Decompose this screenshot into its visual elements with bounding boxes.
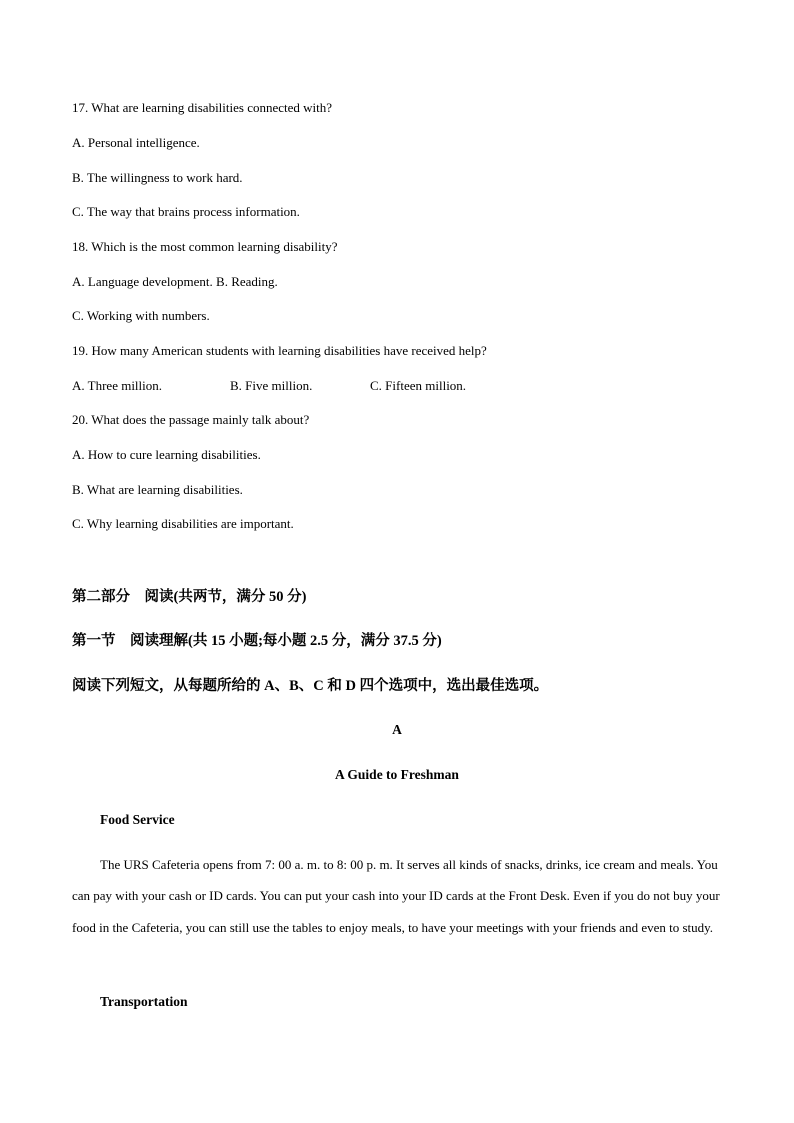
question-19-stem: 19. How many American students with learning disabilities have received help?: [72, 343, 487, 358]
question-17-option-b: B. The willingness to work hard.: [72, 170, 243, 185]
part-two-heading: 第二部分 阅读(共两节，满分 50 分): [72, 589, 307, 605]
transportation-heading: Transportation: [100, 994, 188, 1009]
food-service-heading: Food Service: [100, 812, 175, 827]
question-19-option-c: C. Fifteen million.: [370, 378, 467, 393]
question-18-option-c: C. Working with numbers.: [72, 308, 210, 323]
reading-instruction: 阅读下列短文，从每题所给的 A、B、C 和 D 四个选项中，选出最佳选项。: [72, 678, 549, 694]
question-17-option-c: C. The way that brains process information.: [72, 204, 300, 219]
question-19-option-b: B. Five million.: [230, 378, 313, 393]
question-19-option-a: A. Three million.: [72, 378, 163, 393]
reading-comprehension-heading: 第一节 阅读理解(共 15 小题;每小题 2.5 分，满分 37.5 分): [72, 633, 442, 649]
food-service-paragraph: [72, 849, 732, 943]
question-20-option-b: B. What are learning disabilities.: [72, 482, 243, 497]
food-service-text: The URS Cafeteria opens from 7: 00 a. m. to 8: 00 p. m. It serves all kinds of snacks, drinks, ice cream and meals. You can pay with your cash or ID cards. You can put your cash into your ID cards at the Front Desk. Even if you do not buy your food in the Cafeteria, you can still use the tables to enjoy meals, to have your meetings with your friends and even to study.: [72, 857, 720, 935]
question-17-stem: 17. What are learning disabilities connected with?: [72, 100, 333, 115]
passage-letter: A: [392, 722, 402, 737]
question-20-option-a: A. How to cure learning disabilities.: [72, 447, 261, 462]
question-18-stem: 18. Which is the most common learning disability?: [72, 239, 338, 254]
question-20-stem: 20. What does the passage mainly talk about?: [72, 412, 310, 427]
question-17-option-a: A. Personal intelligence.: [72, 135, 200, 150]
question-20-option-c: C. Why learning disabilities are important.: [72, 516, 294, 531]
passage-title: A Guide to Freshman: [335, 767, 459, 782]
question-18-option-ab: A. Language development. B. Reading.: [72, 274, 278, 289]
